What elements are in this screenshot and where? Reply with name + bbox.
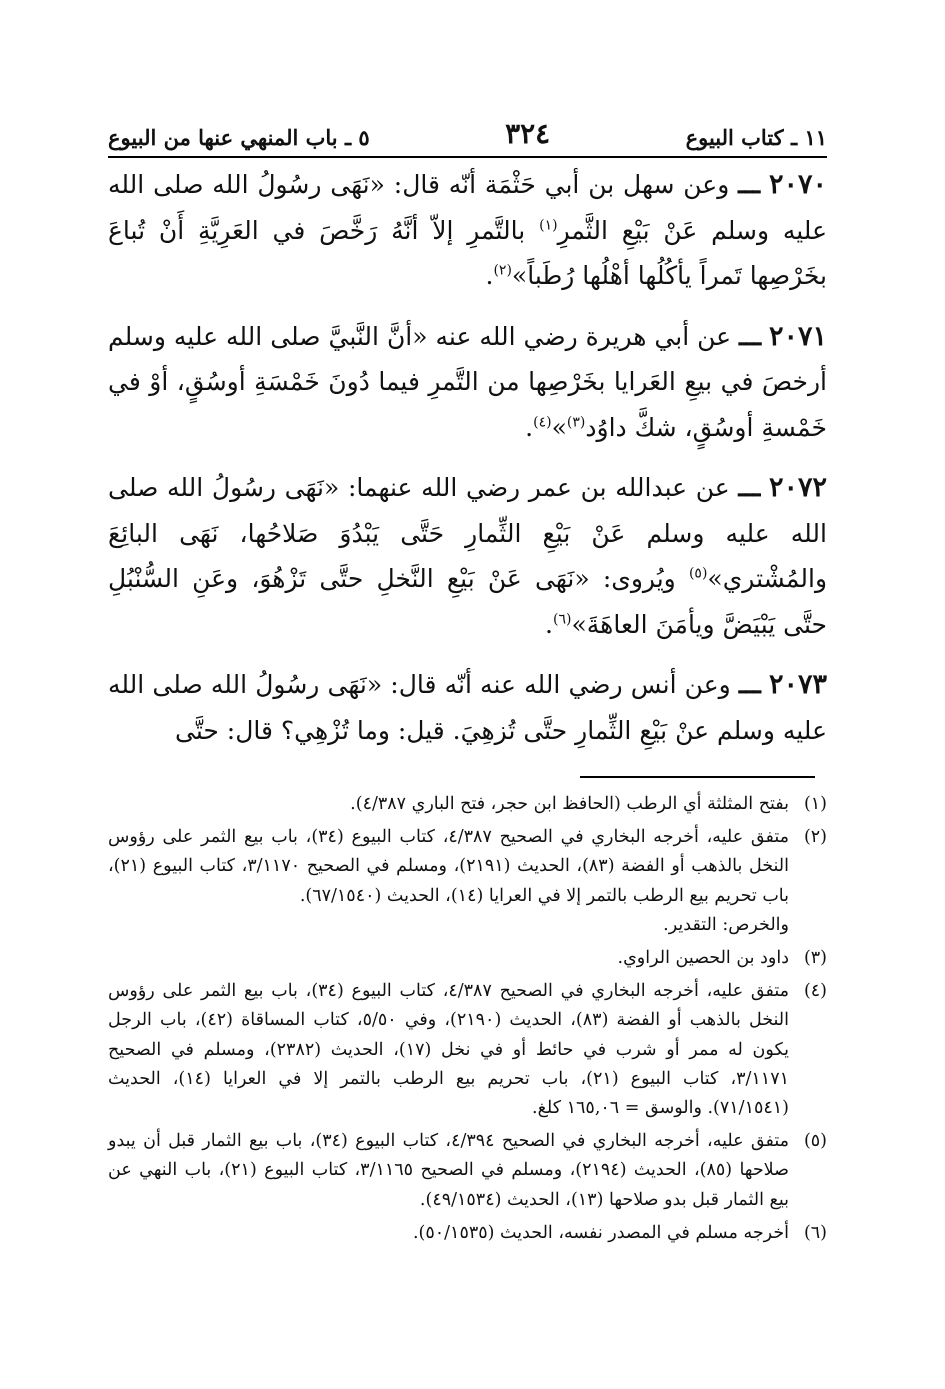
footnote-ref: (٣) <box>566 414 586 431</box>
footnote-text: بفتح المثلثة أي الرطب (الحافظ ابن حجر، فتح الباري ٤/٣٨٧). <box>350 794 789 814</box>
footnote-text: والخرص: التقدير. <box>663 914 789 935</box>
hadith-intro: عن أبي هريرة رضي الله عنه <box>435 321 732 351</box>
hadith-end: . <box>545 609 553 639</box>
hadith-2073 <box>108 662 827 753</box>
hadith-text-continued: ويُروى: «نَهَى عَنْ بَيْعِ النَّخلِ حتَّى تَزْهُوَ، وعَنِ السُّنْبُلِ حتَّى يَبْيَضَّ ويأمَنَ العاهَةَ» <box>108 564 827 639</box>
footnote-mark: (٢) <box>803 827 827 848</box>
footnote-divider <box>580 776 815 778</box>
footnote-ref: (٢) <box>493 262 512 279</box>
hadith-intro: وعن أنس رضي الله عنه أنّه قال: <box>390 670 731 699</box>
footnote-5 <box>108 1127 827 1215</box>
hadith-2071 <box>108 314 827 451</box>
hadith-text: «أنَّ النَّبيَّ صلى الله عليه وسلم أرخصَ في بيعِ العَرايا بخَرْصِها من التَّمرِ فيما دُونَ خَمْسَةِ أوسُقٍ، أوْ في خَمْسةِ أوسُقٍ، شكَّ داوُد <box>108 321 827 442</box>
footnote-ref: (١) <box>539 217 558 234</box>
hadith-text-continued: بالتَّمرِ إلاّ أنَّهُ رَخَّصَ في العَرِيَّةِ أَنْ تُباعَ بخَرْصِها تَمراً يأكُلُها أهْلُها رُطَباً» <box>108 215 827 290</box>
footnote-ref: (٤) <box>533 414 552 431</box>
hadith-text: «نَهَى رسُولُ الله صلى الله عليه وسلم عَنْ بَيْعِ الثِّمارِ حَتَّى يَبْدُوَ صَلاحُها، نَهَى البائِعَ والمُشْتري» <box>108 473 828 593</box>
hadith-number: ٢٠٧٠ <box>768 169 827 200</box>
footnote-mark: (٣) <box>803 948 827 969</box>
footnote-4 <box>108 977 827 1123</box>
hadith-intro: وعن سهل بن أبي حَثْمَة أنّه قال: <box>393 170 730 199</box>
hadith-end: . <box>525 412 534 442</box>
footnote-1 <box>108 790 827 819</box>
hadith-text: «نَهَى رسُولُ الله صلى الله عليه وسلم عَنْ بَيْعِ الثَّمرِ <box>108 170 828 245</box>
hadith-end: . <box>485 261 494 290</box>
hadith-text: «نَهَى رسُولُ الله صلى الله عليه وسلم عنْ بَيْعِ الثِّمارِ حتَّى تُزهِيَ. قيل: وما تُزْهِي؟ قال: حتَّى <box>108 670 827 745</box>
main-text <box>108 162 827 768</box>
section-title: ٥ ـ باب المنهي عنها من البيوع <box>108 125 370 150</box>
hadith-number: ٢٠٧٢ <box>769 472 828 503</box>
footnote-text: متفق عليه، أخرجه البخاري في الصحيح ٤/٣٩٤، كتاب البيوع (٣٤)، باب بيع الثمار قبل أن يبدو صلاحها (٨٥)، الحديث (٢١٩٤)، ومسلم في الصحيح ٣/١١٦٥، كتاب البيوع (٢١)، باب النهي عن بيع الثمار قبل بدو صلاحها (١٣)، الحديث (٤٩/١٥٣٤). <box>108 1131 789 1210</box>
footnote-text: متفق عليه، أخرجه البخاري في الصحيح ٤/٣٨٧، كتاب البيوع (٣٤)، باب بيع الثمر على رؤوس النخل بالذهب أو الفضة (٨٣)، الحديث (٢١٩١)، ومسلم في الصحيح ٣/١١٧٠، كتاب البيوع (٢١)، باب تحريم بيع الرطب بالتمر إلا في العرايا (١٤)، الحديث (٦٧/١٥٤٠). <box>108 827 789 906</box>
hadith-2072 <box>108 465 827 647</box>
hadith-number: ٢٠٧١ <box>769 320 828 352</box>
footnote-3 <box>108 944 827 973</box>
footnote-ref: (٥) <box>688 565 708 582</box>
footnote-text: متفق عليه، أخرجه البخاري في الصحيح ٤/٣٨٧، كتاب البيوع (٣٤)، باب بيع الثمر على رؤوس النخل بالذهب أو الفضة (٨٣)، الحديث (٢١٩٠)، وفي ٥/٥٠، كتاب المساقاة (٤٢)، باب الرجل يكون له ممر أو شرب في حائط أو في نخل (١٧)، الحديث (٢٣٨٢)، ومسلم في الصحيح ٣/١١٧١، كتاب البيوع (٢١)، باب تحريم بيع الرطب بالتمر إلا في العرايا (١٤)، الحديث (٧١/١٥٤١). والوسق = ١٦٥,٠٦ كلغ. <box>108 981 789 1119</box>
hadith-dash: ـــ <box>738 170 761 199</box>
hadith-dash: ـــ <box>738 670 761 699</box>
footnote-ref: (٦) <box>552 611 572 628</box>
hadith-number: ٢٠٧٣ <box>769 669 828 700</box>
footnote-mark: (٤) <box>803 981 827 1002</box>
hadith-text-continued: » <box>551 412 567 442</box>
footnote-mark: (١) <box>803 794 827 814</box>
header-divider <box>108 156 827 158</box>
chapter-title: ١١ ـ كتاب البيوع <box>685 125 827 150</box>
hadith-2070 <box>108 162 827 299</box>
page-header <box>108 110 827 150</box>
page-number: ٣٢٤ <box>505 117 551 150</box>
footnote-text: داود بن الحصين الراوي. <box>617 948 789 969</box>
footnote-2 <box>108 823 827 940</box>
footnote-mark: (٦) <box>803 1222 827 1243</box>
footnote-text: أخرجه مسلم في المصدر نفسه، الحديث (٥٠/١٥٣٥). <box>412 1222 789 1243</box>
footnotes <box>108 790 827 1252</box>
footnote-6 <box>108 1219 827 1248</box>
footnote-mark: (٥) <box>803 1131 827 1152</box>
hadith-dash: ـــ <box>738 473 761 502</box>
hadith-intro: عن عبدالله بن عمر رضي الله عنهما: <box>347 473 730 502</box>
hadith-dash: ـــ <box>739 321 762 351</box>
